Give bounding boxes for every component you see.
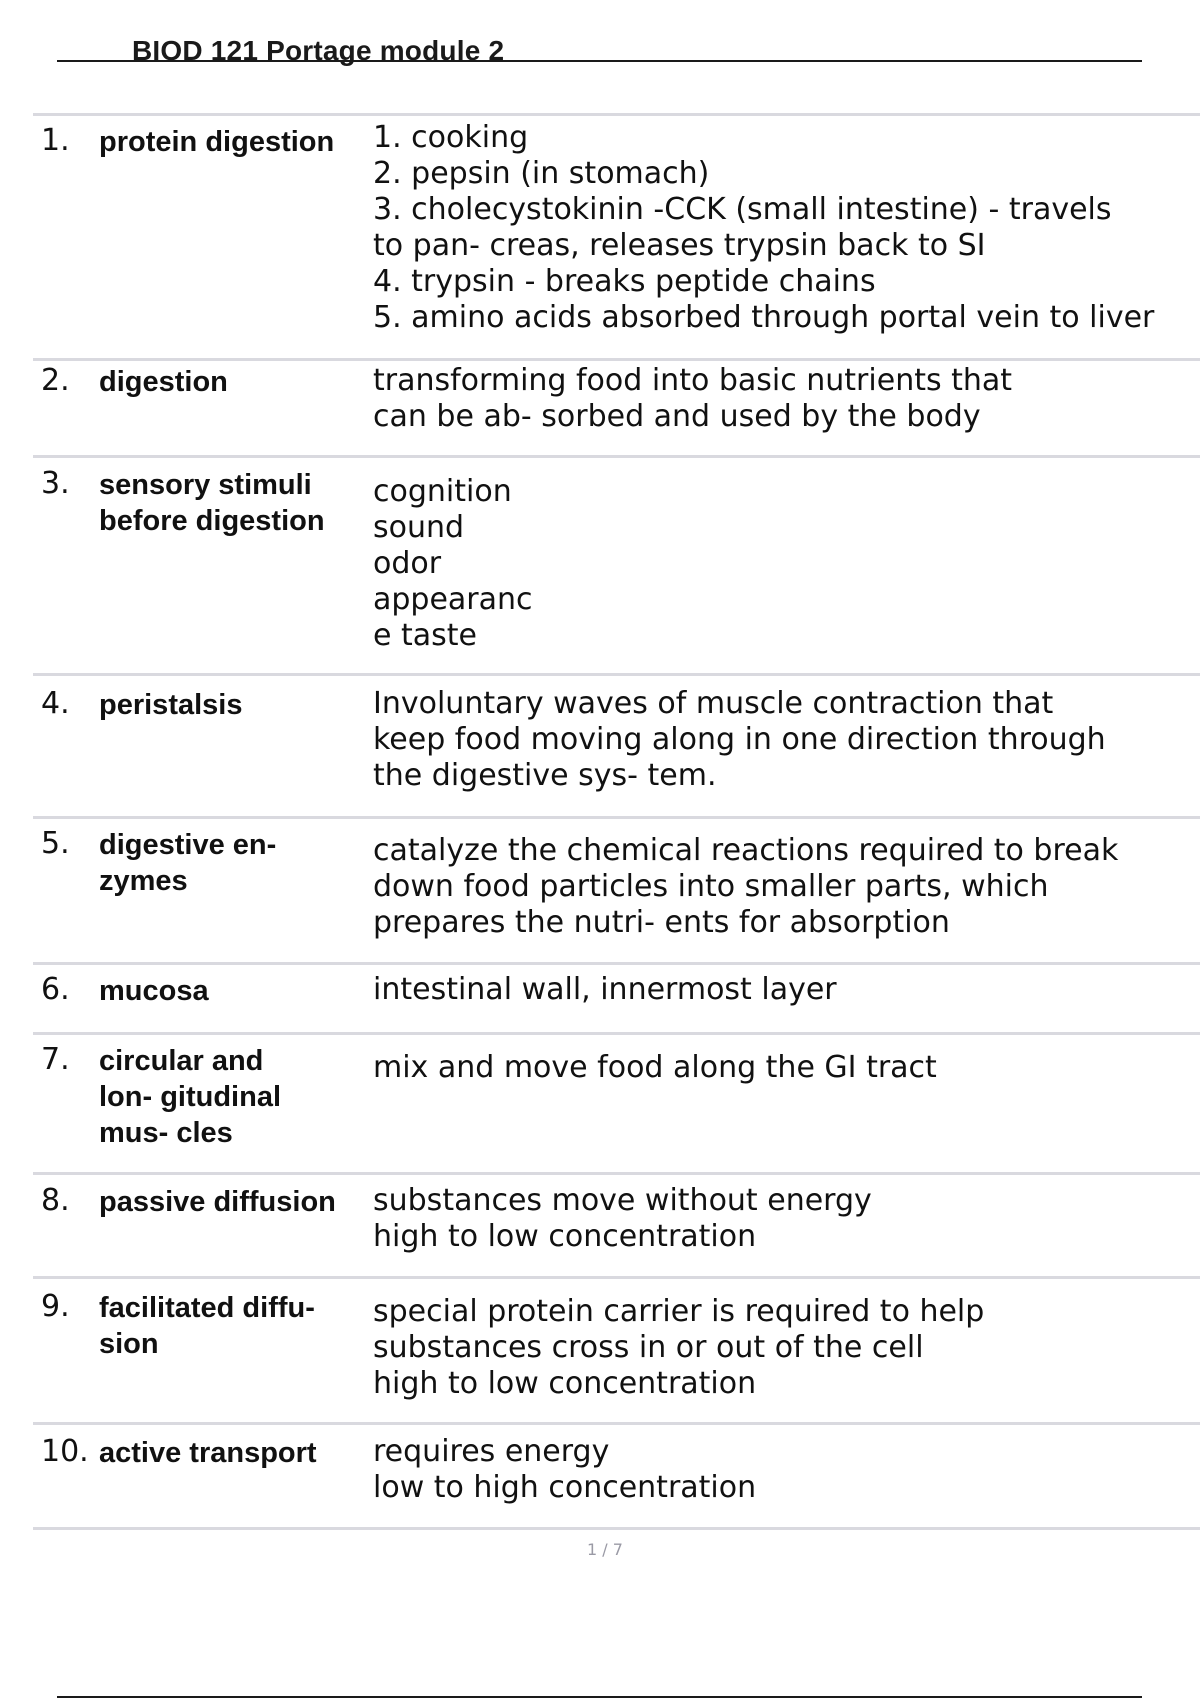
definition-line: prepares the nutri- ents for absorption xyxy=(373,905,950,940)
definition-line: 4. trypsin - breaks peptide chains xyxy=(373,264,876,299)
row-number: 3. xyxy=(41,466,70,501)
row-term: protein digestion xyxy=(99,126,335,158)
row-definition xyxy=(373,120,1200,336)
definition-line: 1. cooking xyxy=(373,120,529,155)
row-term: peristalsis xyxy=(99,689,243,721)
definition-line: 5. amino acids absorbed through portal vein to liver xyxy=(373,300,1155,335)
table-row xyxy=(33,673,1200,816)
definition-line: substances move without energy xyxy=(373,1183,872,1218)
row-number: 9. xyxy=(41,1289,70,1324)
row-definition xyxy=(373,686,1200,794)
row-number: 6. xyxy=(41,972,70,1007)
definition-line: keep food moving along in one direction through xyxy=(373,722,1106,757)
definition-line: appearanc xyxy=(373,582,533,617)
table-row xyxy=(33,1276,1200,1422)
page-footer-rule xyxy=(57,1696,1142,1698)
definition-line: 2. pepsin (in stomach) xyxy=(373,156,710,191)
row-term: active transport xyxy=(99,1437,317,1469)
definition-line: intestinal wall, innermost layer xyxy=(373,972,837,1007)
row-term: facilitated diffu- sion xyxy=(99,1292,315,1360)
definition-line: catalyze the chemical reactions required to break xyxy=(373,833,1119,868)
row-term: mucosa xyxy=(99,975,209,1007)
page-number: 1 / 7 xyxy=(587,1540,623,1559)
definition-line: substances cross in or out of the cell xyxy=(373,1330,924,1365)
row-term: circular and lon- gitudinal mus- cles xyxy=(99,1045,282,1149)
row-number: 7. xyxy=(41,1042,70,1077)
row-number: 5. xyxy=(41,826,70,861)
definition-line: high to low concentration xyxy=(373,1366,757,1401)
definition-line: high to low concentration xyxy=(373,1219,757,1254)
row-definition xyxy=(373,474,1200,654)
definition-line: sound xyxy=(373,510,465,545)
definition-line: requires energy xyxy=(373,1434,610,1469)
definition-line: e taste xyxy=(373,618,477,653)
definition-line: Involuntary waves of muscle contraction that xyxy=(373,686,1054,721)
definition-line: the digestive sys- tem. xyxy=(373,758,717,793)
definition-line: transforming food into basic nutrients that xyxy=(373,363,1013,398)
row-number: 2. xyxy=(41,363,70,398)
row-number: 1. xyxy=(41,123,70,158)
row-definition xyxy=(373,1183,1200,1255)
row-definition xyxy=(373,1434,1200,1506)
row-definition xyxy=(373,363,1200,435)
table-row xyxy=(33,455,1200,673)
table-row xyxy=(33,1172,1200,1276)
definition-line: special protein carrier is required to help xyxy=(373,1294,985,1329)
definition-line: down food particles into smaller parts, which xyxy=(373,869,1049,904)
row-term: sensory stimuli before digestion xyxy=(99,469,325,537)
table-row xyxy=(33,1422,1200,1530)
table-row xyxy=(33,1032,1200,1172)
row-definition xyxy=(373,972,1200,1008)
table-row xyxy=(33,358,1200,455)
page-title: BIOD 121 Portage module 2 xyxy=(132,35,505,66)
page-header xyxy=(57,34,1142,66)
row-definition xyxy=(373,833,1200,941)
definition-line: to pan- creas, releases trypsin back to SI xyxy=(373,228,986,263)
row-term: digestive en- zymes xyxy=(99,829,277,897)
row-definition xyxy=(373,1294,1200,1402)
definition-line: can be ab- sorbed and used by the body xyxy=(373,399,981,434)
row-definition xyxy=(373,1050,1200,1086)
row-term: passive diffusion xyxy=(99,1186,336,1218)
table-row xyxy=(33,816,1200,962)
definition-line: mix and move food along the GI tract xyxy=(373,1050,937,1085)
definition-line: low to high concentration xyxy=(373,1470,757,1505)
table-row xyxy=(33,962,1200,1032)
definition-line: odor xyxy=(373,546,442,581)
row-term: digestion xyxy=(99,366,228,398)
row-number: 8. xyxy=(41,1183,70,1218)
row-number: 4. xyxy=(41,686,70,721)
table-row xyxy=(33,113,1200,358)
definition-line: 3. cholecystokinin -CCK (small intestine) - travels xyxy=(373,192,1112,227)
row-number: 10. xyxy=(41,1434,89,1469)
flashcard-table xyxy=(33,113,1200,1530)
definition-line: cognition xyxy=(373,474,512,509)
